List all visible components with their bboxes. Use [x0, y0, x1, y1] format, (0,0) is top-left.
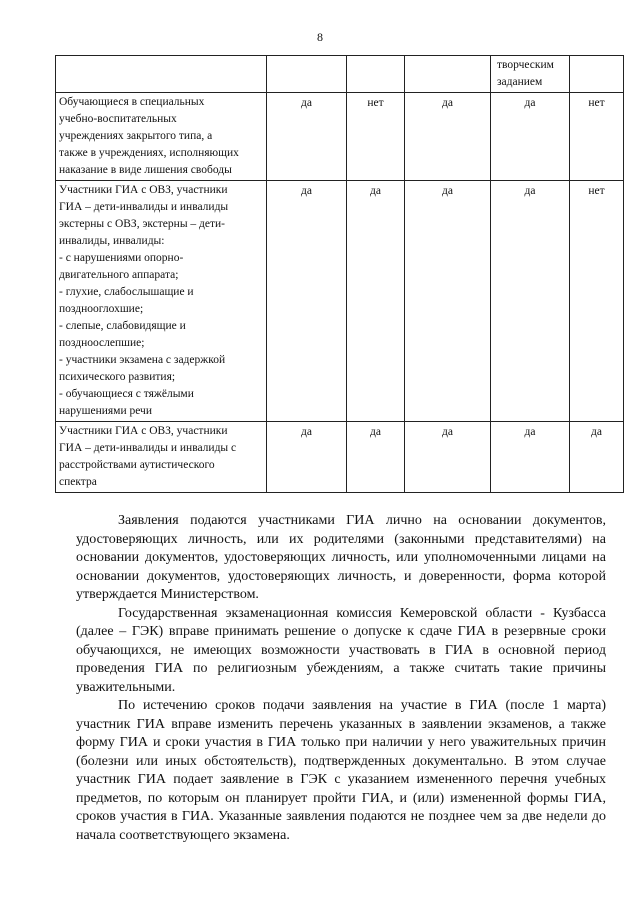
table-cell-category: Участники ГИА с ОВЗ, участники ГИА – дети-инвалиды и инвалиды с расстройствами аутистического спектра [56, 422, 267, 493]
table-cell-category [56, 56, 267, 93]
table-row [56, 422, 624, 493]
table-cell-category: Участники ГИА с ОВЗ, участники ГИА – дети-инвалиды и инвалиды экстерны с ОВЗ, экстерны – дети- инвалиды, инвалиды: - с нарушениями опорно- двигательного аппарата; - глухие, слабослышащие и позднооглохшие; - слепые, слабовидящие и поздноослепшие; - участники экзамена с задержкой психического развития; - обучающиеся с тяжёлыми нарушениями речи [56, 181, 267, 422]
table-cell-answer [570, 56, 624, 93]
table-cell-answer [267, 56, 347, 93]
table-cell-answer: да [267, 93, 347, 181]
table-row [56, 56, 624, 93]
table-row [56, 181, 624, 422]
table-cell-answer: да [405, 93, 491, 181]
table-cell-answer: да [570, 422, 624, 493]
table-cell-category: Обучающиеся в специальных учебно-воспитательных учреждениях закрытого типа, а также в учреждениях, исполняющих наказание в виде лишения свободы [56, 93, 267, 181]
table-cell-answer: да [267, 422, 347, 493]
table-cell-answer: нет [570, 93, 624, 181]
table-cell-answer [405, 56, 491, 93]
paragraph: По истечению сроков подачи заявления на участие в ГИА (после 1 марта) участник ГИА вправе изменить перечень указанных в заявлении экзаменов, а также форму ГИА и сроки участия в ГИА только при наличии у него уважительных причин (болезни или иных обстоятельств), подтвержденных документально. В этом случае участник ГИА подает заявление в ГЭК с указанием измененного перечня учебных предметов, по которым он планирует пройти ГИА, и (или) измененной формы ГИА, сроков участия в ГИА. Указанные заявления подаются не позднее чем за две недели до начала соответствующего экзамена. [76, 698, 606, 843]
table-cell-answer: нет [347, 93, 405, 181]
exam-participation-table [55, 55, 624, 493]
table-cell-answer: да [347, 422, 405, 493]
paragraph: Государственная экзаменационная комиссия Кемеровской области - Кузбасса (далее – ГЭК) вправе принимать решение о допуске к сдаче ГИА в резервные сроки обучающихся, не имеющих возможности участвовать в ГИА в основной период проведения ГИА по религиозным убеждениям, а также считать такие причины уважительными. [76, 605, 606, 695]
table-cell-answer [347, 56, 405, 93]
page-number: 8 [317, 30, 323, 44]
body-text [76, 512, 606, 845]
table-cell-answer: да [267, 181, 347, 422]
table-cell-answer: да [491, 422, 570, 493]
table-cell-answer: да [491, 181, 570, 422]
table-cell-answer: да [405, 181, 491, 422]
paragraph: Заявления подаются участниками ГИА лично на основании документов, удостоверяющих личность, или их родителями (законными представителями) на основании документов, удостоверяющих личность, или уполномоченными лицами на основании документов, удостоверяющих личность, и доверенности, форма которой утверждается Министерством. [76, 513, 606, 602]
table-cell-answer: да [347, 181, 405, 422]
table-cell-answer: да [405, 422, 491, 493]
table-cell-answer: нет [570, 181, 624, 422]
table-row [56, 93, 624, 181]
table-cell-answer: творческим заданием [491, 56, 570, 93]
table-cell-answer: да [491, 93, 570, 181]
